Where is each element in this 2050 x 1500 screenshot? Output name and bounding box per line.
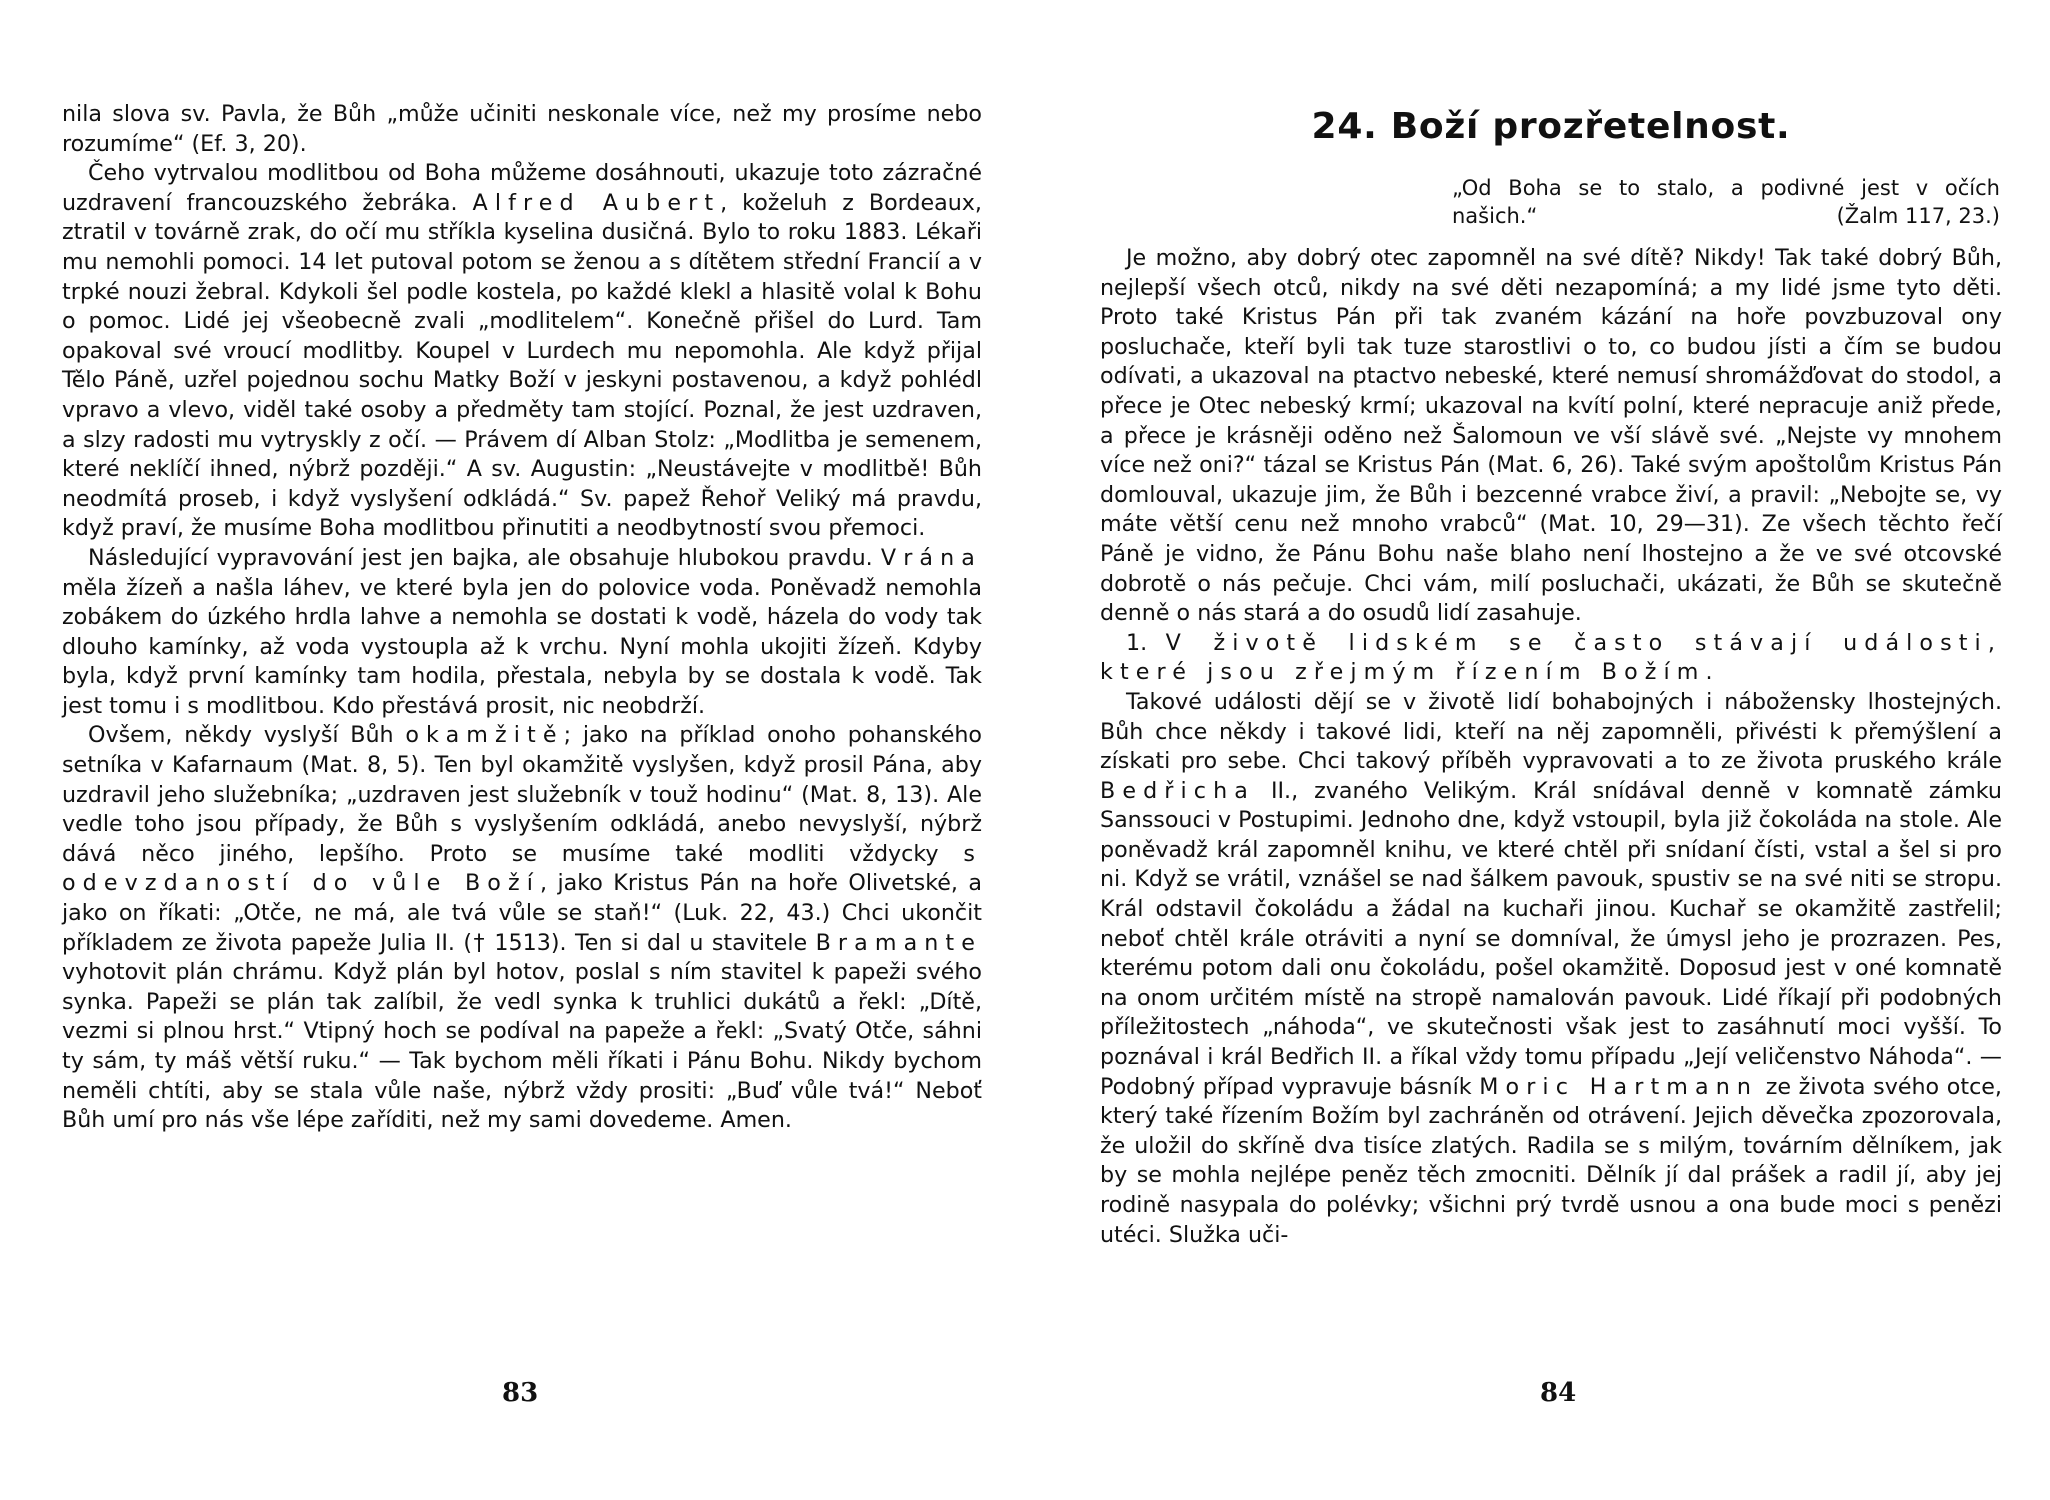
text-run: Ovšem, někdy vyslyší Bůh xyxy=(88,722,406,749)
epigraph-text: „Od Boha se to stalo, a podivné jest v očích našich.“ xyxy=(1452,176,2000,228)
text-run: II., zvaného Velikým. Král snídával denně v komnatě zámku Sanssouci v Postupimi. Jednoho dne, když vstoupil, byla již čokoláda na stole. Ale poněvadž král zapomněl knihu, ve které chtěl při snídaní čísti, vstal a šel si pro ni. Když se vrátil, vznášel se nad šálkem pavouk, spustiv se na své niti se stropu. Král odstavil čokoládu a žádal na kuchaři jinou. Kuchař se okamžitě zastřelil; neboť chtěl krále otráviti a nyní se domníval, že úmysl jeho je prozrazen. Pes, kterému potom dali onu čokoládu, pošel okamžitě. Doposud jest v oné komnatě na onom určitém místě na stropě namalován pavouk. Lidé říkají při podobných příležitostech „náhoda“, ve skutečnosti však jest to zasáhnutí moci vyšší. To poznával i král Bedřich II. a říkal vždy tomu případu „Její veličenstvo Náhoda“. — Podobný případ vypravuje básník xyxy=(1100,777,2002,1100)
text-run: 1. xyxy=(1126,629,1166,656)
epigraph xyxy=(1452,174,2000,230)
left-paragraph-4 xyxy=(62,721,982,1135)
left-paragraph-2 xyxy=(62,159,982,544)
left-paragraph-3 xyxy=(62,544,982,722)
left-paragraph-1 xyxy=(62,100,982,159)
spaced-emphasis: Bramante xyxy=(815,929,982,956)
text-run: Čeho vytrvalou modlitbou od Boha můžeme dosáhnouti, ukazuje toto zázračné uzdravení francouzského žebráka. xyxy=(62,160,982,216)
right-paragraph-3 xyxy=(1100,688,2002,1250)
spaced-emphasis: V životě lidském se často stávají události, které jsou zřejmým řízením Božím. xyxy=(1100,629,2002,686)
text-run: měla žízeň a našla láhev, ve které byla jen do polovice voda. Poněvadž nemohla zobákem do úzkého hrdla lahve a nemohla se dostati k vodě, házela do vody tak dlouho kamínky, až voda vystoupla až k vrchu. Nyní mohla ukojiti žízeň. Kdyby byla, když první kamínky tam hodila, přestala, nebyla by se dostala k vodě. Tak jest tomu i s modlitbou. Kdo přestává prosit, nic neobdrží. xyxy=(62,574,982,719)
text-run: Takové události dějí se v životě lidí bohabojných i nábožensky lhostejných. Bůh chce někdy i takové lidi, kteří na něj zapomněli, přivésti k přemýšlení a získati pro sebe. Chci takový příběh vypravovati a to ze života pruského krále xyxy=(1100,688,2002,775)
spaced-emphasis: Bedřicha xyxy=(1100,777,1255,804)
text-run: , koželuh z Bordeaux, ztratil v továrně zrak, do očí mu stříkla kyselina dusičná. Bylo to roku 1883. Lékaři mu nemohli pomoci. 14 let putoval potom se ženou a s dítětem střední Francií a v trpké nouzi žebral. Kdykoli šel podle kostela, po každé klekl a hlasitě volal k Bohu o pomoc. Lidé jej všeobecně zvali „modlitelem“. Konečně přišel do Lurd. Tam opakoval své vroucí modlitby. Koupel v Lurdech mu nepomohla. Ale když přijal Tělo Páně, uzřel pojednou sochu Matky Boží v jeskyni postavenou, a když pohlédl vpravo a vlevo, viděl také osoby a předměty tam stojící. Poznal, že jest uzdraven, a slzy radosti mu vytryskly z očí. — Právem dí Alban Stolz: „Modlitba je semenem, které neklíčí ihned, nýbrž později.“ A sv. Augustin: „Neustávejte v modlitbě! Bůh neodmítá proseb, i když vyslyšení odkládá.“ Sv. papež Řehoř Veliký má pravdu, když praví, že musíme Boha modlitbou přinutiti a neodbytností svou přemoci. xyxy=(62,189,982,542)
epigraph-source: (Žalm 117, 23.) xyxy=(1836,204,2000,228)
right-page xyxy=(1100,0,2002,1500)
left-page-body xyxy=(62,100,982,1136)
right-page-body xyxy=(1100,244,2002,1250)
page-number-left: 83 xyxy=(502,1378,539,1408)
text-run: ; jako na příklad onoho pohanského setníka v Kafarnaum (Mat. 8, 5). Ten byl okamžitě vyslyšen, když prosil Pána, aby uzdravil jeho služebníka; „uzdraven jest služebník v touž hodinu“ (Mat. 8, 13). Ale vedle toho jsou případy, že Bůh s vyslyšením odkládá, anebo nevyslyší, nýbrž dává něco jiného, lepšího. Proto se musíme také modliti vždycky xyxy=(62,722,982,867)
chapter-title: 24. Boží prozřetelnost. xyxy=(1311,106,1791,147)
spaced-emphasis: Moric Hartmann xyxy=(1479,1073,1759,1100)
right-paragraph-1 xyxy=(1100,244,2002,629)
spaced-emphasis: okamžitě xyxy=(405,722,564,749)
left-page xyxy=(62,0,982,1500)
spaced-emphasis: Vrána xyxy=(880,544,982,571)
spaced-emphasis: s odevzdaností do vůle Boží xyxy=(62,840,982,897)
spaced-emphasis: Alfred Aubert xyxy=(472,189,721,216)
right-paragraph-2 xyxy=(1100,629,2002,688)
text-run: nila slova sv. Pavla, že Bůh „může učiniti neskonale více, než my prosíme nebo rozumíme“ (Ef. 3, 20). xyxy=(62,101,982,157)
text-run: , jako Kristus Pán na hoře Olivetské, a jako on říkati: „Otče, ne má, ale tvá vůle se staň!“ (Luk. 22, 43.) Chci ukončit příkladem ze života papeže Julia II. († 1513). Ten si dal u stavitele xyxy=(62,870,983,956)
text-run: ze života svého otce, který také řízením Božím byl zachráněn od otrávení. Jejich děvečka zpozorovala, že uložil do skříně dva tisíce zlatých. Radila se s milým, továrním dělníkem, jak by se mohla nejlépe peněz těch zmocniti. Dělník jí dal prášek a radil jí, aby jej rodině nasypala do polévky; všichni prý tvrdě usnou a ona bude moci s penězi utéci. Služka uči- xyxy=(1100,1073,2002,1248)
text-run: Následující vypravování jest jen bajka, ale obsahuje hlubokou pravdu. xyxy=(88,544,881,571)
page-number-right: 84 xyxy=(1540,1378,1577,1408)
text-run: vyhotovit plán chrámu. Když plán byl hotov, poslal s ním stavitel k papeži svého synka. Papeži se plán tak zalíbil, že vedl synka k truhlici dukátů a řekl: „Dítě, vezmi si plnou hrst.“ Vtipný hoch se podíval na papeže a řekl: „Svatý Otče, sáhni ty sám, ty máš větší ruku.“ — Tak bychom měli říkati i Pánu Bohu. Nikdy bychom neměli chtíti, aby se stala vůle naše, nýbrž vždy prositi: „Buď vůle tvá!“ Neboť Bůh umí pro nás vše lépe zaříditi, než my sami dovedeme. Amen. xyxy=(62,959,982,1134)
text-run: Je možno, aby dobrý otec zapomněl na své dítě? Nikdy! Tak také dobrý Bůh, nejlepší všech otců, nikdy na své děti nezapomíná; a my lidé jsme tyto děti. Proto také Kristus Pán při tak zvaném kázání na hoře povzbuzoval ony posluchače, kteří byli tak tuze starostlivi o to, co budou jísti a čím se budou odívati, a ukazoval na ptactvo nebeské, které nemusí shromážďovat do stodol, a přece je Otec nebeský krmí; ukazoval na kvítí polní, které nepracuje aniž přede, a přece je krásněji oděno než Šalomoun ve vší slávě své. „Nejste vy mnohem více než oni?“ tázal se Kristus Pán (Mat. 6, 26). Také svým apoštolům Kristus Pán domlouval, ukazuje jim, že Bůh i bezcenné vrabce živí, a pravil: „Nebojte se, vy máte větší cenu než mnoho vrabců“ (Mat. 10, 29—31). Ze všech těchto řečí Páně je vidno, že Pánu Bohu naše blaho není lhostejno a že ve své otcovské dobrotě o nás pečuje. Chci vám, milí posluchači, ukázati, že Bůh se skutečně denně o nás stará a do osudů lidí zasahuje. xyxy=(1100,245,2002,627)
